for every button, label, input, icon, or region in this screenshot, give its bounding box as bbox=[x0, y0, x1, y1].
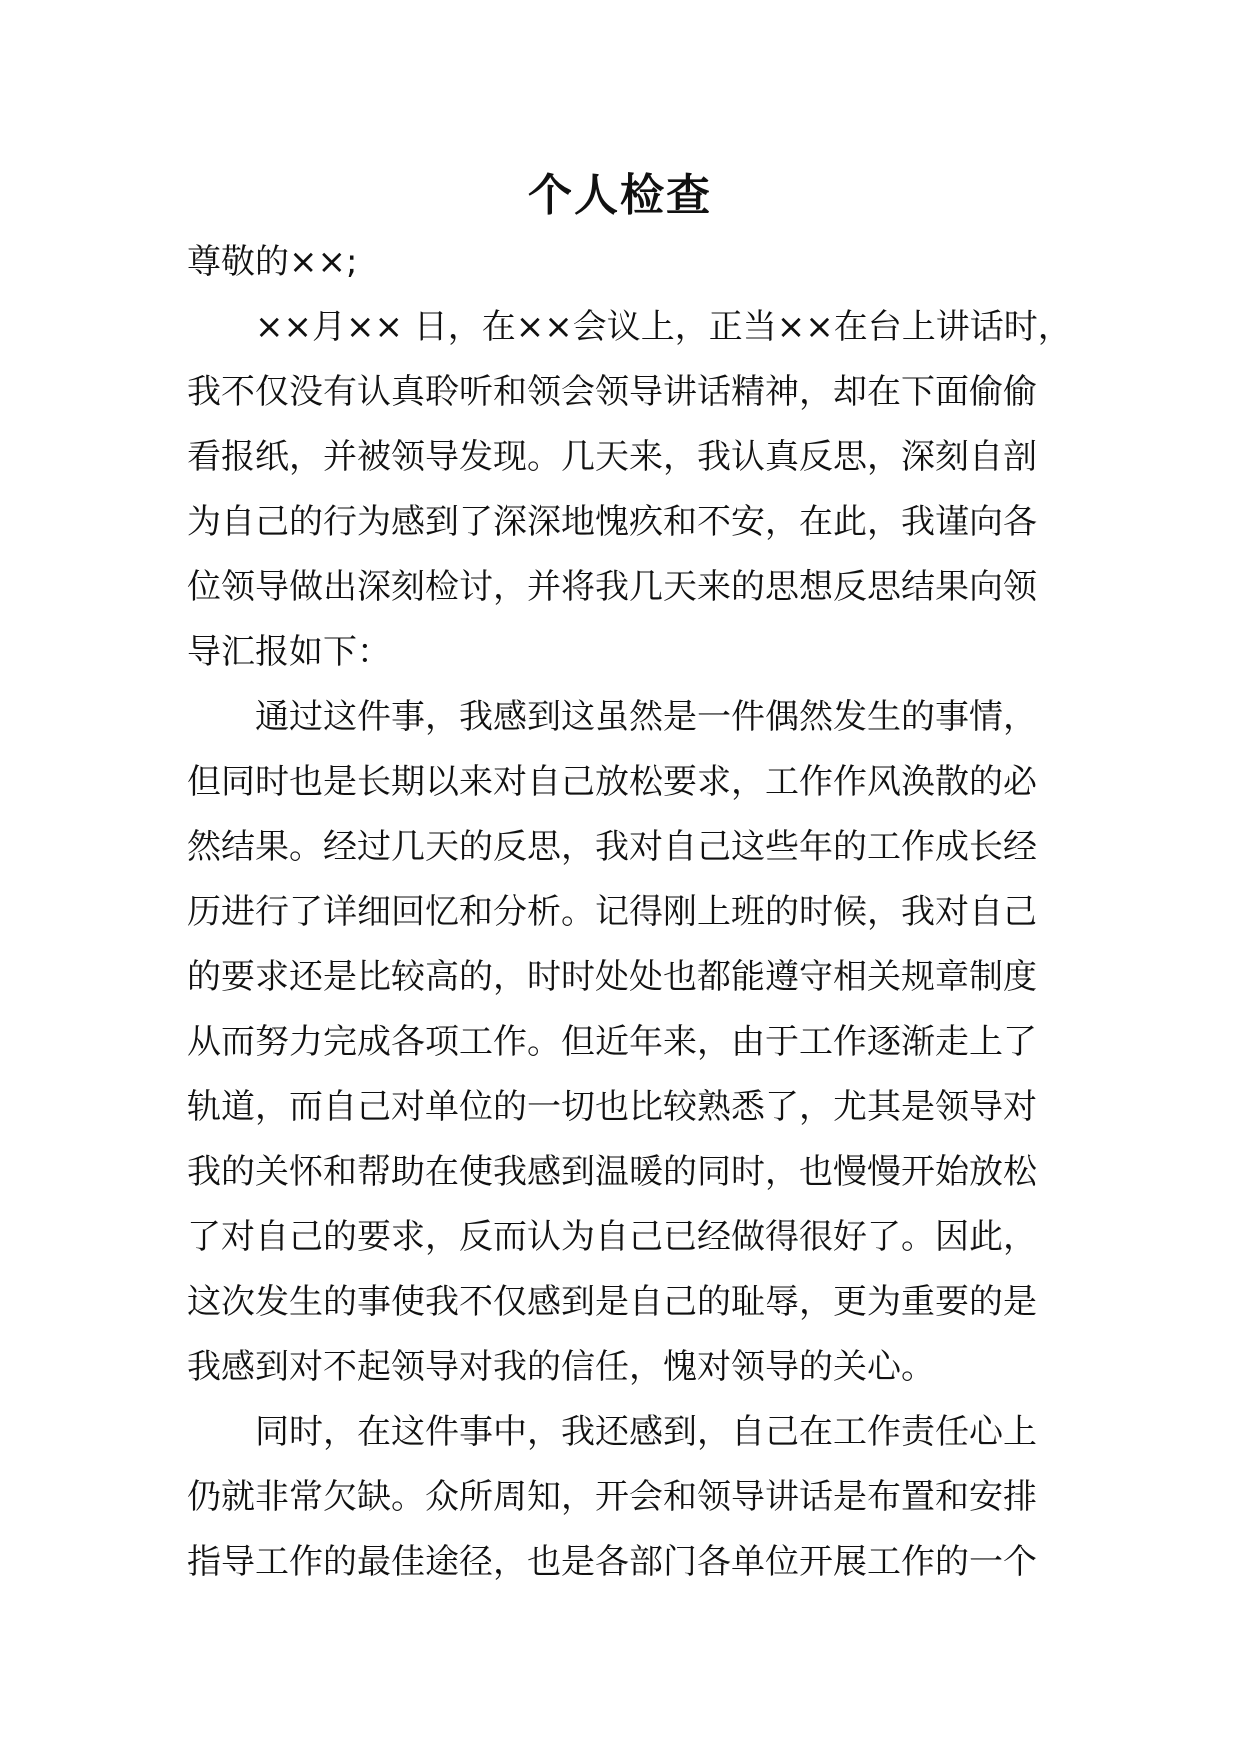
paragraph-line: 看报纸，并被领导发现。几天来，我认真反思，深刻自剖 bbox=[187, 437, 1037, 477]
paragraph-line: 我感到对不起领导对我的信任，愧对领导的关心。 bbox=[187, 1347, 935, 1387]
paragraph-line: 了对自己的要求，反而认为自己已经做得很好了。因此， bbox=[187, 1217, 1037, 1257]
salutation: 尊敬的××; bbox=[187, 242, 358, 282]
paragraph-line: 指导工作的最佳途径，也是各部门各单位开展工作的一个 bbox=[187, 1542, 1037, 1582]
paragraph-line: 位领导做出深刻检讨，并将我几天来的思想反思结果向领 bbox=[187, 567, 1037, 607]
paragraph-line: 我不仅没有认真聆听和领会领导讲话精神，却在下面偷偷 bbox=[187, 372, 1037, 412]
paragraph-line: 但同时也是长期以来对自己放松要求，工作作风涣散的必 bbox=[187, 762, 1037, 802]
paragraph-line: 我的关怀和帮助在使我感到温暖的同时，也慢慢开始放松 bbox=[187, 1152, 1037, 1192]
paragraph-line: 导汇报如下： bbox=[187, 632, 391, 672]
paragraph-line: 这次发生的事使我不仅感到是自己的耻辱，更为重要的是 bbox=[187, 1282, 1037, 1322]
paragraph-line: 为自己的行为感到了深深地愧疚和不安，在此，我谨向各 bbox=[187, 502, 1037, 542]
document-body bbox=[187, 230, 1072, 1595]
document-title: 个人检查 bbox=[528, 170, 712, 221]
paragraph-line: 的要求还是比较高的，时时处处也都能遵守相关规章制度 bbox=[187, 957, 1037, 997]
paragraph-line: 然结果。经过几天的反思，我对自己这些年的工作成长经 bbox=[187, 827, 1037, 867]
paragraph-line: 同时，在这件事中，我还感到，自己在工作责任心上 bbox=[255, 1412, 1037, 1452]
paragraph-line: 仍就非常欠缺。众所周知，开会和领导讲话是布置和安排 bbox=[187, 1477, 1037, 1517]
paragraph-line: 历进行了详细回忆和分析。记得刚上班的时候，我对自己 bbox=[187, 892, 1037, 932]
paragraph-line: ××月×× 日，在××会议上，正当××在台上讲话时， bbox=[255, 307, 1072, 347]
paragraph-line: 通过这件事，我感到这虽然是一件偶然发生的事情， bbox=[255, 697, 1037, 737]
paragraph-line: 从而努力完成各项工作。但近年来，由于工作逐渐走上了 bbox=[187, 1022, 1037, 1062]
paragraph-line: 轨道，而自己对单位的一切也比较熟悉了，尤其是领导对 bbox=[187, 1087, 1037, 1127]
